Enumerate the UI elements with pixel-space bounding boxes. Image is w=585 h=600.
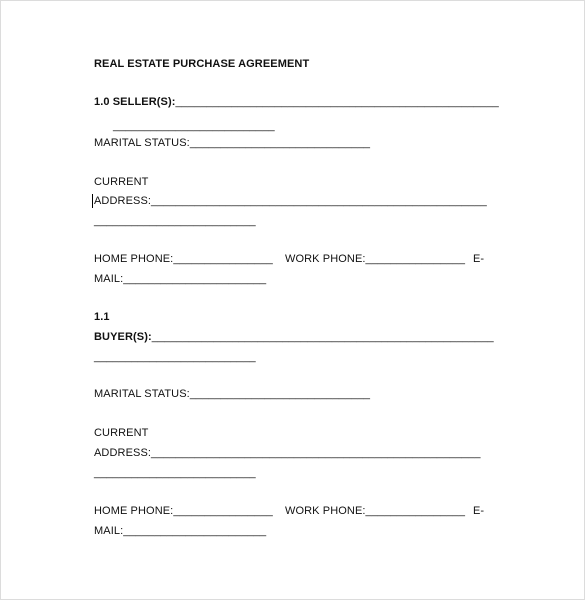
seller-address-line-2[interactable]: __________________________ (94, 215, 256, 227)
seller-current-label: CURRENT (94, 176, 149, 188)
buyer-underline[interactable]: _______________________________________________________ (151, 331, 494, 343)
seller-address-line[interactable]: ADDRESS:______________________________________________________ (94, 195, 487, 207)
buyer-underline-2[interactable]: __________________________ (94, 351, 256, 363)
buyer-email-prefix: E- (473, 505, 485, 517)
buyer-email-line[interactable]: MAIL:_______________________ (94, 525, 267, 537)
buyer-section-number: 1.1 (94, 311, 110, 323)
seller-home-phone[interactable]: HOME PHONE:________________ (94, 253, 273, 265)
text-cursor (92, 194, 93, 208)
seller-line (94, 95, 499, 109)
buyer-label: BUYER(S): (94, 331, 152, 343)
seller-email-prefix: E- (473, 253, 485, 265)
seller-underline[interactable]: ____________________________________________________ (175, 96, 499, 108)
buyer-marital-status[interactable]: MARITAL STATUS:_____________________________ (94, 388, 371, 400)
buyer-address-line-2[interactable]: __________________________ (94, 467, 256, 479)
seller-label: 1.0 SELLER(S): (94, 96, 176, 108)
seller-marital-status[interactable]: MARITAL STATUS:_____________________________ (94, 137, 371, 149)
buyer-line (94, 330, 494, 344)
seller-email-line[interactable]: MAIL:_______________________ (94, 273, 267, 285)
buyer-address-line[interactable]: ADDRESS:_____________________________________________________ (94, 447, 481, 459)
seller-underline-2[interactable]: __________________________ (113, 120, 275, 132)
buyer-work-phone[interactable]: WORK PHONE:________________ (285, 505, 466, 517)
buyer-current-label: CURRENT (94, 427, 149, 439)
seller-work-phone[interactable]: WORK PHONE:________________ (285, 253, 466, 265)
document-title: REAL ESTATE PURCHASE AGREEMENT (94, 58, 310, 70)
buyer-home-phone[interactable]: HOME PHONE:________________ (94, 505, 273, 517)
